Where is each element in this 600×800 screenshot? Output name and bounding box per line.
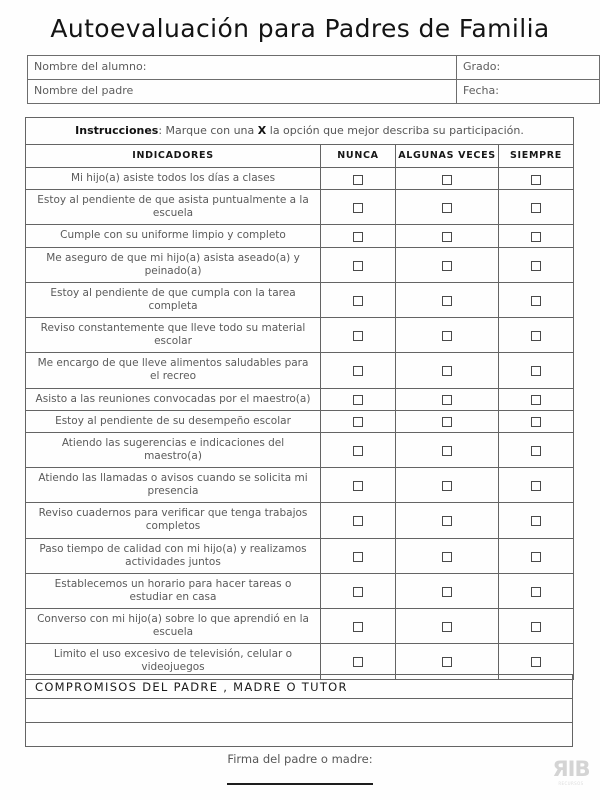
table-row [28,80,600,104]
table-row [28,56,600,80]
checkbox-icon[interactable] [531,331,541,341]
checkbox-icon[interactable] [442,417,452,427]
checkbox-cell-sometimes[interactable] [396,225,499,247]
checkbox-icon[interactable] [531,175,541,185]
brand-watermark-logo [550,756,592,786]
checkbox-icon[interactable] [442,552,452,562]
commitments-title: COMPROMISOS DEL PADRE , MADRE O TUTOR [26,675,573,699]
instructions-cell [26,118,574,145]
checkbox-cell-always[interactable] [499,503,574,538]
checkbox-icon[interactable] [442,296,452,306]
table-row [26,410,574,432]
checkbox-icon[interactable] [353,232,363,242]
checkbox-icon[interactable] [353,331,363,341]
checkbox-icon[interactable] [531,552,541,562]
checkbox-cell-never[interactable] [321,282,396,317]
checkbox-icon[interactable] [442,366,452,376]
checkbox-icon[interactable] [442,622,452,632]
checkbox-icon[interactable] [442,203,452,213]
checkbox-cell-sometimes[interactable] [396,410,499,432]
indicator-text: Estoy al pendiente de su desempeño escolar [26,410,321,432]
checkbox-cell-sometimes[interactable] [396,432,499,467]
checkbox-cell-always[interactable] [499,318,574,353]
signature-line[interactable] [227,783,373,785]
indicator-text: Establecemos un horario para hacer tareas o estudiar en casa [26,573,321,608]
checkbox-icon[interactable] [531,516,541,526]
checkbox-cell-always[interactable] [499,573,574,608]
checkbox-icon[interactable] [442,657,452,667]
checkbox-icon[interactable] [442,587,452,597]
column-header-algunas-veces: ALGUNAS VECES [396,145,499,168]
checkbox-cell-sometimes[interactable] [396,190,499,225]
checkbox-icon[interactable] [353,587,363,597]
checkbox-cell-always[interactable] [499,190,574,225]
parent-name-field[interactable]: Nombre del padre [28,80,457,104]
checkbox-cell-never[interactable] [321,573,396,608]
checkbox-icon[interactable] [531,587,541,597]
checkbox-cell-never[interactable] [321,468,396,503]
table-row [26,353,574,388]
checkbox-cell-sometimes[interactable] [396,318,499,353]
checkbox-cell-never[interactable] [321,318,396,353]
table-row [26,609,574,644]
table-row [26,190,574,225]
checkbox-icon[interactable] [353,296,363,306]
watermark-text: ЯIB [552,757,590,781]
table-row [26,247,574,282]
table-row [26,468,574,503]
checkbox-icon[interactable] [353,203,363,213]
checkbox-cell-always[interactable] [499,468,574,503]
checkbox-icon[interactable] [531,657,541,667]
checkbox-cell-never[interactable] [321,503,396,538]
commitments-blank-row [26,699,573,723]
instructions-strong: Instrucciones [75,123,159,137]
indicator-text: Atiendo las sugerencias e indicaciones del maestro(a) [26,432,321,467]
checkbox-icon[interactable] [531,446,541,456]
indicator-text: Estoy al pendiente de que cumpla con la tarea completa [26,282,321,317]
checkbox-icon[interactable] [353,417,363,427]
checkbox-cell-never[interactable] [321,410,396,432]
checkbox-cell-never[interactable] [321,609,396,644]
commitments-blank-row [26,723,573,747]
table-row [26,282,574,317]
indicator-text: Reviso cuadernos para verificar que tenga trabajos completos [26,503,321,538]
checkbox-icon[interactable] [442,446,452,456]
indicator-text: Paso tiempo de calidad con mi hijo(a) y realizamos actividades juntos [26,538,321,573]
checkbox-cell-sometimes[interactable] [396,388,499,410]
page-title: Autoevaluación para Padres de Familia [50,14,550,43]
column-header-nunca: NUNCA [321,145,396,168]
commitments-title-row [26,675,573,699]
indicator-text: Me encargo de que lleve alimentos saludables para el recreo [26,353,321,388]
table-row [26,503,574,538]
checkbox-cell-never[interactable] [321,225,396,247]
table-header-row [26,145,574,168]
checkbox-cell-sometimes[interactable] [396,609,499,644]
signature-label: Firma del padre o madre: [227,752,373,766]
checkbox-cell-never[interactable] [321,432,396,467]
checkbox-cell-never[interactable] [321,353,396,388]
watermark-subtext: RECURSOS [558,781,584,786]
checkbox-icon[interactable] [531,366,541,376]
checkbox-icon[interactable] [442,331,452,341]
indicator-text: Mi hijo(a) asiste todos los días a clases [26,168,321,190]
table-row [26,388,574,410]
student-name-field[interactable]: Nombre del alumno: [28,56,457,80]
table-row [26,168,574,190]
checkbox-cell-never[interactable] [321,388,396,410]
checkbox-cell-sometimes[interactable] [396,573,499,608]
indicator-text: Estoy al pendiente de que asista puntualmente a la escuela [26,190,321,225]
checkbox-icon[interactable] [442,481,452,491]
instructions-text-2: la opción que mejor describa su participación. [266,123,524,137]
checkbox-icon[interactable] [353,657,363,667]
checkbox-cell-always[interactable] [499,388,574,410]
checkbox-cell-always[interactable] [499,432,574,467]
table-row [26,318,574,353]
checkbox-icon[interactable] [353,552,363,562]
checkbox-icon[interactable] [442,175,452,185]
indicator-text: Atiendo las llamadas o avisos cuando se solicita mi presencia [26,468,321,503]
checkbox-icon[interactable] [353,446,363,456]
checkbox-icon[interactable] [353,175,363,185]
checkbox-icon[interactable] [353,395,363,405]
commitments-write-area[interactable] [26,723,573,747]
table-row [26,432,574,467]
instructions-emphasis: X [257,123,267,137]
checkbox-icon[interactable] [531,481,541,491]
checkbox-icon[interactable] [442,232,452,242]
grade-field[interactable]: Grado: [457,56,600,80]
checkbox-icon[interactable] [531,203,541,213]
checkbox-cell-always[interactable] [499,225,574,247]
checkbox-icon[interactable] [531,395,541,405]
instructions-text-1: : Marque con una [158,123,258,137]
checkbox-cell-always[interactable] [499,353,574,388]
checkbox-cell-never[interactable] [321,168,396,190]
indicator-text: Me aseguro de que mi hijo(a) asista aseado(a) y peinado(a) [26,247,321,282]
student-identity-table [27,55,600,104]
checkbox-icon[interactable] [353,366,363,376]
checkbox-icon[interactable] [353,261,363,271]
checkbox-icon[interactable] [442,261,452,271]
checkbox-icon[interactable] [353,622,363,632]
checkbox-cell-always[interactable] [499,609,574,644]
checkbox-cell-never[interactable] [321,190,396,225]
checkbox-cell-always[interactable] [499,538,574,573]
checkbox-icon[interactable] [353,481,363,491]
checkbox-icon[interactable] [531,417,541,427]
checkbox-cell-sometimes[interactable] [396,168,499,190]
table-row [26,573,574,608]
checkbox-cell-always[interactable] [499,282,574,317]
indicator-text: Converso con mi hijo(a) sobre lo que aprendió en la escuela [26,609,321,644]
checkbox-cell-always[interactable] [499,410,574,432]
checkbox-icon[interactable] [442,395,452,405]
checkbox-cell-sometimes[interactable] [396,353,499,388]
commitments-table [25,674,573,747]
column-header-indicators: INDICADORES [26,145,321,168]
instructions-row [26,118,574,145]
indicator-text: Reviso constantemente que lleve todo su material escolar [26,318,321,353]
indicator-text: Cumple con su uniforme limpio y completo [26,225,321,247]
date-field[interactable]: Fecha: [457,80,600,104]
checkbox-cell-sometimes[interactable] [396,468,499,503]
checkbox-cell-never[interactable] [321,247,396,282]
indicators-table [25,117,574,680]
checkbox-cell-never[interactable] [321,538,396,573]
column-header-siempre: SIEMPRE [499,145,574,168]
checkbox-icon[interactable] [531,296,541,306]
checkbox-icon[interactable] [531,232,541,242]
checkbox-icon[interactable] [353,516,363,526]
checkbox-icon[interactable] [531,261,541,271]
checkbox-cell-sometimes[interactable] [396,282,499,317]
checkbox-cell-always[interactable] [499,168,574,190]
indicator-text: Asisto a las reuniones convocadas por el maestro(a) [26,388,321,410]
table-row [26,538,574,573]
checkbox-cell-always[interactable] [499,247,574,282]
checkbox-cell-sometimes[interactable] [396,538,499,573]
checkbox-icon[interactable] [442,516,452,526]
checkbox-icon[interactable] [531,622,541,632]
table-row [26,225,574,247]
commitments-write-area[interactable] [26,699,573,723]
indicator-text: Limito el uso excesivo de televisión, celular o videojuegos [26,644,321,679]
checkbox-cell-sometimes[interactable] [396,503,499,538]
checkbox-cell-sometimes[interactable] [396,247,499,282]
